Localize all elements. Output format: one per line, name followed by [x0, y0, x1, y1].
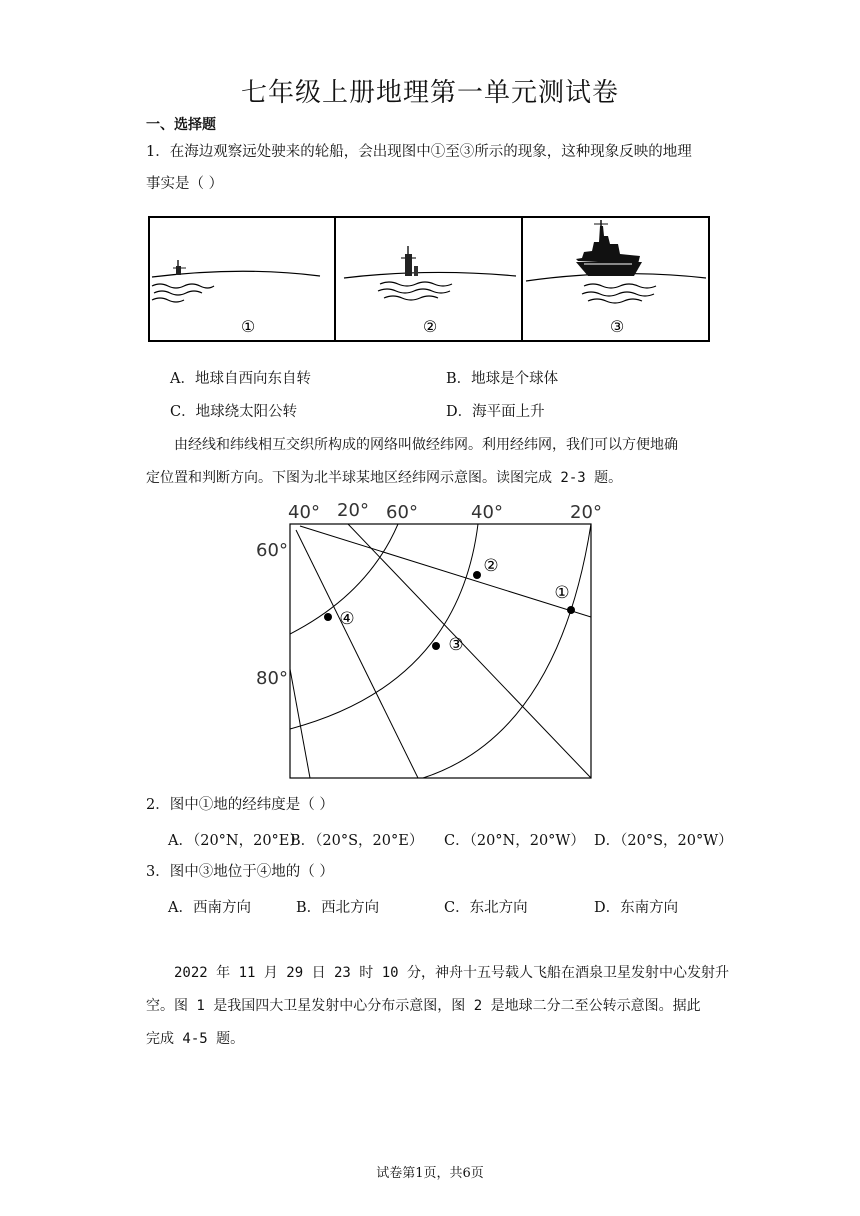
- ship-panel-3: [522, 217, 709, 341]
- panel-label-2: ②: [422, 317, 438, 336]
- left-label-60: 60°: [256, 540, 288, 561]
- intro2-line1: 2022 年 11 月 29 日 23 时 10 分，神舟十五号载人飞船在酒泉卫星发射中心发射升: [174, 965, 730, 981]
- q2-stem: 2．图中①地的经纬度是（ ）: [146, 797, 334, 813]
- q2-option-d[interactable]: D．（20°S，20°W）: [594, 833, 733, 849]
- q1-stem-line2: 事实是（ ）: [146, 176, 224, 192]
- ship-panel-2: [335, 217, 522, 341]
- q1-option-c[interactable]: C．地球绕太阳公转: [170, 404, 298, 420]
- full-ship-icon: [576, 220, 642, 276]
- top-label-40-right: 40°: [471, 502, 503, 523]
- panel-label-3: ③: [609, 317, 625, 336]
- q3-stem: 3．图中③地位于④地的（ ）: [146, 864, 334, 880]
- intro2-line3: 完成 4-5 题。: [146, 1031, 245, 1047]
- panel-label-1: ①: [240, 317, 256, 336]
- point-3: [432, 642, 440, 650]
- section-heading: 一、选择题: [146, 117, 216, 133]
- ship-figure: [148, 216, 711, 342]
- intro2-line2: 空。图 1 是我国四大卫星发射中心分布示意图，图 2 是地球二分二至公转示意图。据此: [146, 998, 701, 1014]
- top-label-40-left: 40°: [288, 502, 320, 523]
- top-label-20-left: 20°: [337, 500, 369, 521]
- meridian-edge: [290, 669, 310, 778]
- point-2: [473, 571, 481, 579]
- intro1-line2: 定位置和判断方向。下图为北半球某地区经纬网示意图。读图完成 2-3 题。: [146, 470, 623, 486]
- q1-option-d[interactable]: D．海平面上升: [446, 404, 545, 420]
- point-label-1: ①: [554, 583, 570, 603]
- point-label-2: ②: [483, 556, 499, 576]
- q2-option-c[interactable]: C．（20°N，20°W）: [444, 833, 585, 849]
- graticule-map: [248, 494, 618, 786]
- top-label-20-right: 20°: [570, 502, 602, 523]
- q3-option-a[interactable]: A．西南方向: [168, 900, 251, 916]
- top-label-60: 60°: [386, 502, 418, 523]
- q1-stem-line1: 1．在海边观察远处驶来的轮船，会出现图中①至③所示的现象，这种现象反映的地理: [146, 144, 692, 160]
- ship-mast-icon: [173, 260, 186, 275]
- intro1-line1: 由经线和纬线相互交织所构成的网络叫做经纬网。利用经纬网，我们可以方便地确: [174, 437, 678, 453]
- q1-option-a[interactable]: A．地球自西向东自转: [170, 371, 311, 387]
- latitude-arc-40: [290, 524, 478, 729]
- q2-option-a[interactable]: A．（20°N，20°E）: [168, 833, 304, 849]
- ship-panel-1: [149, 217, 335, 341]
- q3-option-b[interactable]: B．西北方向: [296, 900, 380, 916]
- page-footer: 试卷第1页，共6页: [376, 1166, 484, 1181]
- q1-option-b[interactable]: B．地球是个球体: [446, 371, 559, 387]
- left-label-80: 80°: [256, 668, 288, 689]
- ship-tower-icon: [401, 246, 418, 276]
- point-label-3: ③: [448, 635, 464, 655]
- q2-option-b[interactable]: B．（20°S，20°E）: [290, 833, 424, 849]
- point-1: [567, 606, 575, 614]
- point-4: [324, 613, 332, 621]
- meridian-20-east: [300, 526, 591, 617]
- meridian-60: [348, 524, 591, 778]
- meridian-40-west: [296, 530, 418, 778]
- map-frame: [290, 524, 591, 778]
- q3-option-d[interactable]: D．东南方向: [594, 900, 679, 916]
- q3-option-c[interactable]: C．东北方向: [444, 900, 528, 916]
- point-label-4: ④: [339, 609, 355, 629]
- page-title: 七年级上册地理第一单元测试卷: [240, 78, 619, 108]
